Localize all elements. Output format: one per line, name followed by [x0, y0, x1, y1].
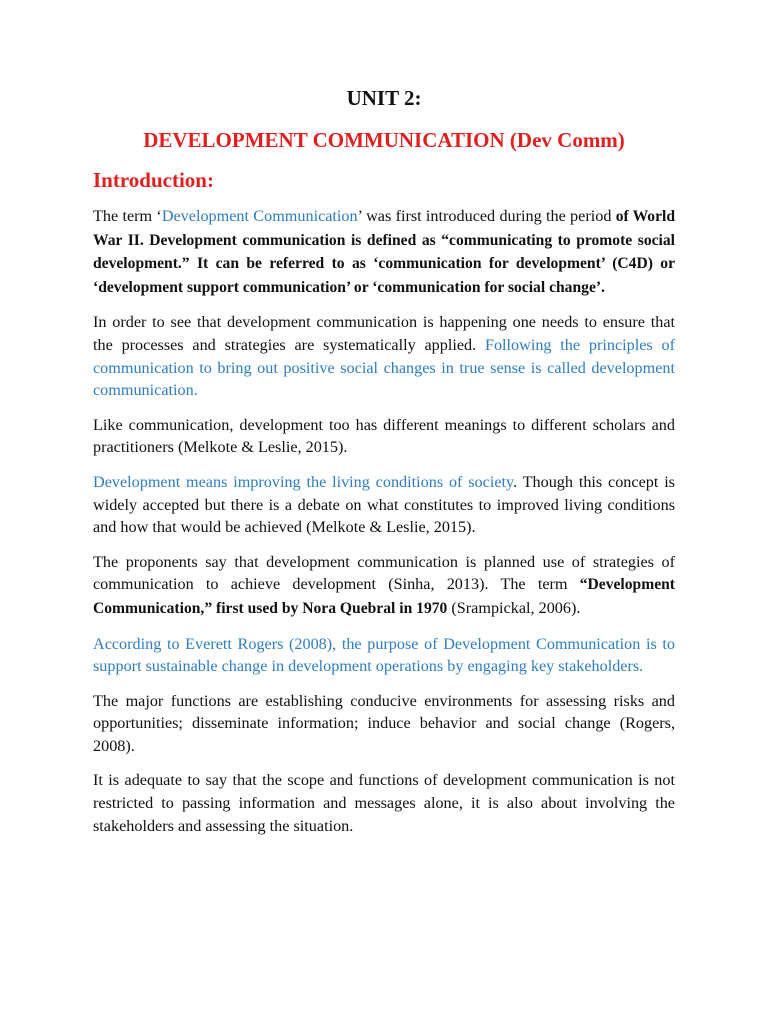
paragraph-5-part-c: (Srampickal, 2006).	[447, 598, 581, 617]
paragraph-7: The major functions are establishing conducive environments for assessing risks and opportunities; disseminate information; induce behavior and social change (Rogers, 2008).	[93, 691, 675, 755]
paragraph-2-part-a: In order to see that development communication is happening one needs to ensure that the processes and strategies are systematically applied.	[93, 313, 675, 354]
paragraph-5	[93, 551, 675, 621]
paragraph-5-bold: “Development Communication,” first used by Nora Quebral in 1970	[93, 576, 675, 617]
paragraph-1-part-c: ’ was first introduced during the period	[357, 207, 612, 225]
paragraph-8: It is adequate to say that the scope and functions of development communication is not restricted to passing information and messages alone, it is also about involving the stakeholders and assessing the situation.	[93, 771, 675, 835]
paragraph-1-part-a: The term ‘	[93, 207, 162, 225]
introduction-heading: Introduction:	[93, 168, 214, 192]
paragraph-4-part-b: . Though this concept is widely accepted but there is a debate on what constitutes to improved living conditions and how that would be achieved (Melkote & Leslie, 2015).	[93, 472, 675, 537]
paragraph-5-part-a: The proponents say that development communication is planned use of strategies of communication to achieve development (Sinha, 2013). The term	[93, 552, 675, 594]
document-page	[93, 85, 675, 849]
paragraph-4-highlight: Development means improving the living conditions of society	[93, 472, 514, 491]
paragraph-3: Like communication, development too has different meanings to different scholars and practitioners (Melkote & Leslie, 2015).	[93, 415, 675, 457]
paragraph-6: According to Everett Rogers (2008), the purpose of Development Communication is to support sustainable change in development operations by engaging key stakeholders.	[93, 634, 675, 676]
unit-title: UNIT 2:	[346, 86, 422, 110]
main-title: DEVELOPMENT COMMUNICATION (Dev Comm)	[143, 128, 625, 152]
highlight-development-communication: Development Communication	[161, 207, 358, 225]
paragraph-2	[93, 311, 675, 401]
paragraph-2-highlight: Following the principles of communication to bring out positive social changes in true sense is called development communication.	[93, 335, 675, 400]
paragraph-1	[93, 205, 675, 299]
paragraph-1-bold-definition: of World War II. Development communication is defined as “communicating to promote social development.” It can be referred to as ‘communication for development’ (C4D) or ‘development support communication’ or ‘communication for social change’.	[93, 208, 676, 296]
paragraph-4	[93, 471, 675, 539]
